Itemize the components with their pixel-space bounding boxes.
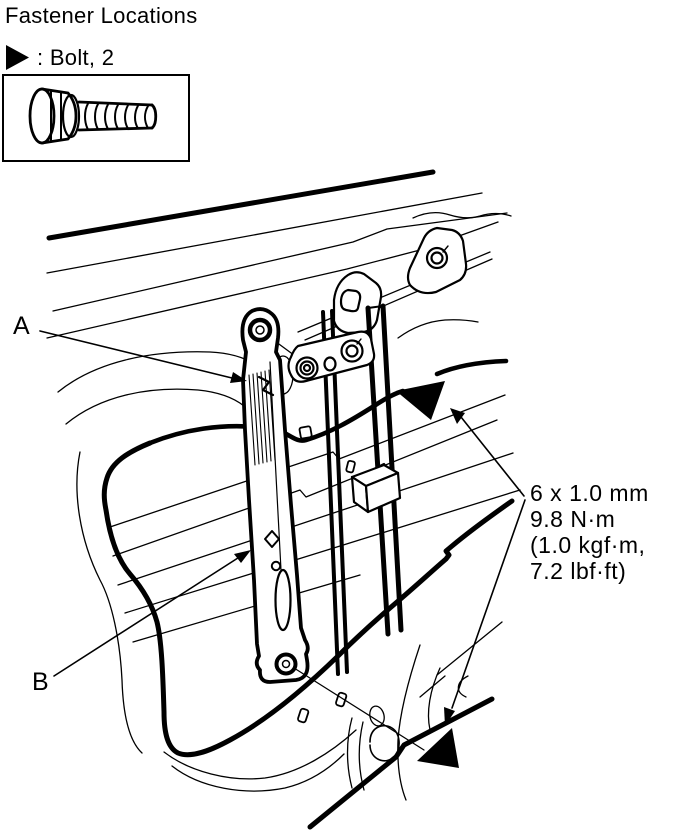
legend [5, 44, 114, 71]
torque-line: 9.8 N·m [530, 506, 616, 532]
flange-bolt-icon [4, 76, 184, 156]
callout-b-arrowhead-icon [234, 550, 251, 563]
bolt-pointer-line [294, 668, 424, 750]
legend-bolt-box [2, 74, 190, 162]
callout-a-label: A [13, 312, 30, 340]
torque-line: 7.2 lbf·ft) [530, 558, 627, 584]
sill-hole [335, 692, 347, 707]
torque-spec [530, 480, 649, 584]
legend-label: : Bolt, 2 [37, 44, 115, 70]
panel-cutouts [334, 228, 466, 333]
access-opening [104, 443, 512, 827]
bolt-marker-legend-icon [5, 44, 30, 71]
panel-hole [346, 460, 355, 472]
callout-a-leader [40, 331, 236, 379]
torque-leader-top [461, 417, 524, 496]
torque-leader-bottom [452, 500, 525, 708]
panel-hole [299, 426, 312, 439]
regulator-bracket [289, 332, 375, 382]
torque-line: 6 x 1.0 mm [530, 480, 649, 506]
latch-area-lines [164, 426, 468, 800]
page-title: Fastener Locations [5, 3, 198, 28]
sill-hole [297, 708, 309, 723]
bolt-marker-top-icon [396, 381, 445, 420]
callout-b-leader [54, 556, 241, 676]
callout-b-label: B [32, 668, 49, 696]
torque-line: (1.0 kgf·m, [530, 532, 646, 558]
